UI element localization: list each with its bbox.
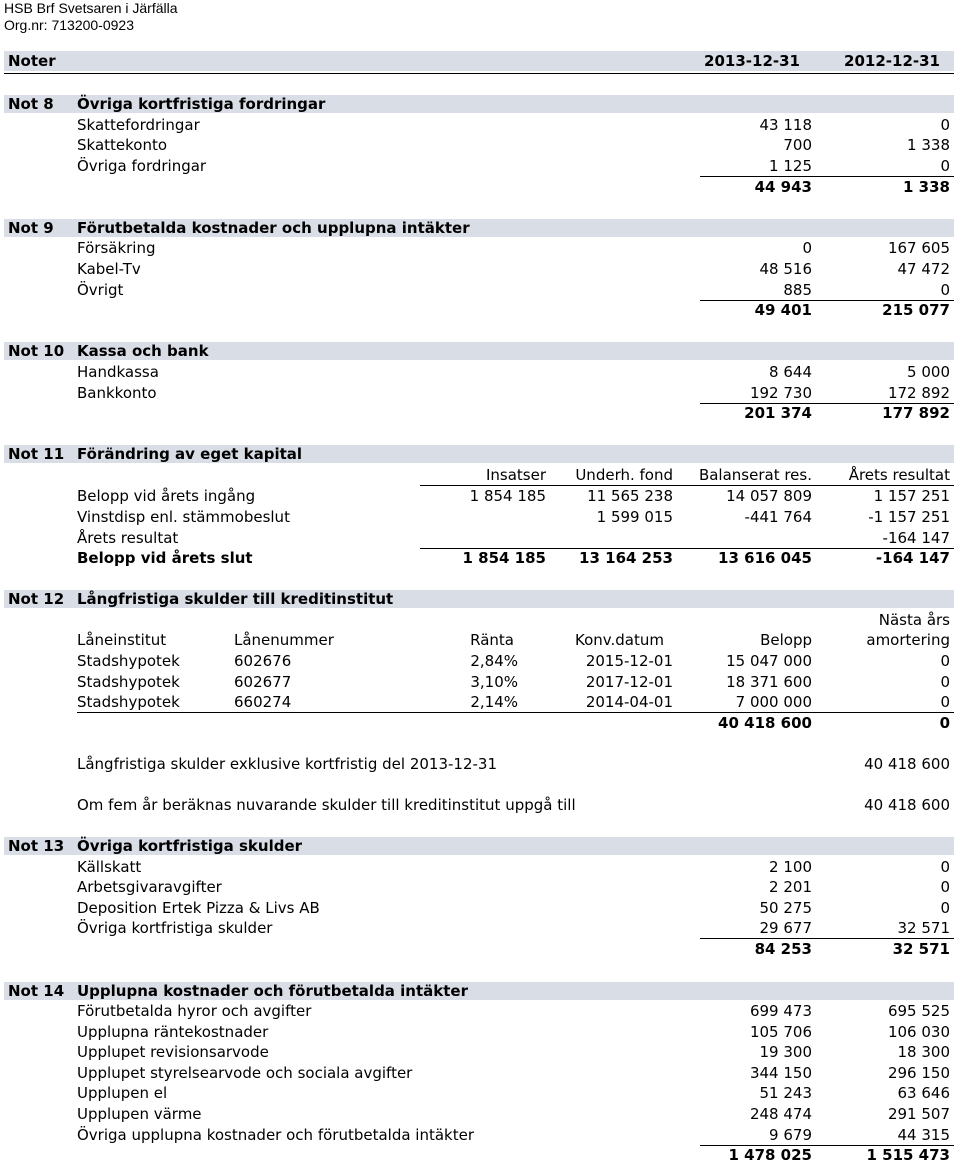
value-2013: 2 100 [769, 858, 812, 876]
value-2013: 0 [802, 239, 812, 257]
value-2013: 248 474 [749, 1105, 812, 1123]
loan-amount: 15 047 000 [726, 652, 812, 670]
total-underh-fond: 13 164 253 [579, 549, 673, 567]
table-row [0, 135, 960, 155]
value-2013: 48 516 [759, 260, 812, 278]
header-konv-datum: Konv.datum [575, 631, 664, 649]
value-2013: 699 473 [749, 1002, 812, 1020]
organization-number: Org.nr: 713200-0923 [4, 17, 134, 33]
value-2013: 9 679 [769, 1126, 812, 1144]
total-2012: 1 515 473 [866, 1146, 950, 1164]
row-label: Bankkonto [77, 384, 157, 402]
table-row [0, 486, 960, 506]
value-2012: 0 [940, 116, 950, 134]
loan-institute: Stadshypotek [77, 693, 180, 711]
header-insatser: Insatser [485, 466, 546, 484]
value-2013: 2 201 [769, 878, 812, 896]
total-2013: 84 253 [754, 940, 812, 958]
value-2012: 0 [940, 878, 950, 896]
note-14-label: Not 14 [8, 982, 65, 1000]
header-underh-fond: Underh. fond [575, 466, 673, 484]
equity-column-headers [0, 465, 960, 485]
five-year-label: Om fem år beräknas nuvarande skulder till kreditinstitut uppgå till [77, 796, 576, 814]
value-2012: 167 605 [887, 239, 950, 257]
header-balanserat-res: Balanserat res. [698, 466, 812, 484]
loan-next-amortization: 0 [940, 693, 950, 711]
loan-header-top [0, 610, 960, 630]
header-nasta-ars: Nästa års [878, 611, 950, 629]
note-13-label: Not 13 [8, 837, 65, 855]
total-2012: 177 892 [882, 404, 950, 422]
row-label: Kabel-Tv [77, 260, 141, 278]
note-11-title: Förändring av eget kapital [77, 445, 303, 463]
value-2012: 44 315 [897, 1126, 950, 1144]
note-9-heading [0, 218, 960, 238]
row-label: Övrigt [77, 281, 124, 299]
row-label: Övriga upplupna kostnader och förutbetalda intäkter [77, 1126, 475, 1144]
loan-number: 660274 [234, 693, 292, 711]
table-row [0, 918, 960, 938]
value-2013: 51 243 [759, 1084, 812, 1102]
note-10-label: Not 10 [8, 342, 65, 360]
organization-name: HSB Brf Svetsaren i Järfälla [4, 0, 178, 16]
loan-conversion-date: 2014-04-01 [585, 693, 673, 711]
value-2012: 0 [940, 858, 950, 876]
table-row [0, 651, 960, 671]
value-2013: 50 275 [759, 899, 812, 917]
table-row [0, 1001, 960, 1021]
table-row [0, 1022, 960, 1042]
header-laneinstitut: Låneinstitut [77, 631, 167, 649]
long-term-excl-label: Långfristiga skulder exklusive kortfristig del 2013-12-31 [77, 755, 497, 773]
value-arets-resultat: -1 157 251 [868, 508, 950, 526]
value-2012: 172 892 [887, 384, 950, 402]
note-14-title: Upplupna kostnader och förutbetalda intäkter [77, 982, 468, 1000]
row-label: Upplupet styrelsearvode och sociala avgifter [77, 1064, 413, 1082]
year-2012-heading: 2012-12-31 [844, 52, 940, 70]
note-13-total-row [0, 939, 960, 959]
table-row [0, 115, 960, 135]
value-2013: 43 118 [759, 116, 812, 134]
total-2013: 1 478 025 [728, 1146, 812, 1164]
total-insatser: 1 854 185 [462, 549, 546, 567]
table-row [0, 1125, 960, 1145]
total-2012: 1 338 [903, 178, 950, 196]
header-ranta: Ränta [470, 631, 514, 649]
loan-amount: 18 371 600 [726, 673, 812, 691]
table-row [0, 898, 960, 918]
loan-institute: Stadshypotek [77, 673, 180, 691]
loan-rate: 2,14% [470, 693, 518, 711]
row-label: Deposition Ertek Pizza & Livs AB [77, 899, 320, 917]
value-2013: 885 [783, 281, 812, 299]
table-row [0, 1083, 960, 1103]
header-belopp: Belopp [760, 631, 812, 649]
row-label: Upplupen värme [77, 1105, 202, 1123]
value-2013: 19 300 [759, 1043, 812, 1061]
row-label: Upplupna räntekostnader [77, 1023, 269, 1041]
value-underh-fond: 1 599 015 [596, 508, 673, 526]
total-label: Belopp vid årets slut [77, 549, 253, 567]
loan-column-headers [0, 630, 960, 650]
column-header-row [0, 51, 960, 71]
value-2012: 291 507 [887, 1105, 950, 1123]
table-row [0, 877, 960, 897]
year-2013-heading: 2013-12-31 [704, 52, 800, 70]
table-row [0, 1063, 960, 1083]
note-9-total-row [0, 300, 960, 320]
loan-amount: 7 000 000 [735, 693, 812, 711]
table-row [0, 280, 960, 300]
note-14-heading [0, 981, 960, 1001]
table-row [0, 528, 960, 548]
long-term-excl-row [0, 754, 960, 774]
note-12-total-row [0, 713, 960, 733]
row-label: Arbetsgivaravgifter [77, 878, 222, 896]
value-2012: 0 [940, 281, 950, 299]
row-label: Handkassa [77, 363, 159, 381]
value-2013: 105 706 [749, 1023, 812, 1041]
value-2012: 5 000 [907, 363, 950, 381]
value-2012: 32 571 [897, 919, 950, 937]
row-label: Övriga fordringar [77, 157, 207, 175]
loan-next-amortization: 0 [940, 673, 950, 691]
value-balanserat-res: 14 057 809 [726, 487, 812, 505]
header-arets-resultat: Årets resultat [848, 466, 950, 484]
loan-number: 602677 [234, 673, 292, 691]
note-12-title: Långfristiga skulder till kreditinstitut [77, 590, 394, 608]
value-2012: 18 300 [897, 1043, 950, 1061]
note-11-total-row [0, 548, 960, 568]
value-underh-fond: 11 565 238 [587, 487, 673, 505]
loan-number: 602676 [234, 652, 292, 670]
table-row [0, 1042, 960, 1062]
value-arets-resultat: 1 157 251 [873, 487, 950, 505]
total-balanserat-res: 13 616 045 [718, 549, 812, 567]
loan-conversion-date: 2017-12-01 [585, 673, 673, 691]
loan-rate: 3,10% [470, 673, 518, 691]
value-2013: 29 677 [759, 919, 812, 937]
five-year-row [0, 795, 960, 815]
table-row [0, 857, 960, 877]
loan-next-amortization: 0 [940, 652, 950, 670]
row-label: Upplupen el [77, 1084, 168, 1102]
note-8-heading [0, 94, 960, 114]
total-2012: 32 571 [892, 940, 950, 958]
value-2012: 63 646 [897, 1084, 950, 1102]
note-10-heading [0, 341, 960, 361]
loan-conversion-date: 2015-12-01 [585, 652, 673, 670]
value-2013: 8 644 [769, 363, 812, 381]
total-arets-resultat: -164 147 [875, 549, 950, 567]
note-10-total-row [0, 403, 960, 423]
value-arets-resultat: -164 147 [882, 529, 950, 547]
row-label: Upplupet revisionsarvode [77, 1043, 269, 1061]
row-label: Skattefordringar [77, 116, 200, 134]
row-label: Förutbetalda hyror och avgifter [77, 1002, 312, 1020]
row-label: Källskatt [77, 858, 142, 876]
row-label: Vinstdisp enl. stämmobeslut [77, 508, 290, 526]
value-2012: 0 [940, 899, 950, 917]
table-row [0, 692, 960, 712]
value-2013: 700 [783, 136, 812, 154]
header-amortering: amortering [866, 631, 950, 649]
header-lanenummer: Lånenummer [234, 631, 334, 649]
value-2012: 47 472 [897, 260, 950, 278]
table-row [0, 507, 960, 527]
total-2012: 215 077 [882, 301, 950, 319]
value-balanserat-res: -441 764 [744, 508, 812, 526]
note-8-total-row [0, 177, 960, 197]
note-10-title: Kassa och bank [77, 342, 209, 360]
table-row [0, 1104, 960, 1124]
value-2013: 344 150 [749, 1064, 812, 1082]
total-2013: 201 374 [744, 404, 812, 422]
table-row [0, 259, 960, 279]
note-12-heading [0, 589, 960, 609]
note-9-title: Förutbetalda kostnader och upplupna intäkter [77, 219, 470, 237]
value-2012: 0 [940, 157, 950, 175]
total-amount: 40 418 600 [718, 714, 812, 732]
long-term-excl-value: 40 418 600 [864, 755, 950, 773]
row-label: Skattekonto [77, 136, 168, 154]
row-label: Försäkring [77, 239, 156, 257]
total-2013: 44 943 [754, 178, 812, 196]
row-label: Årets resultat [77, 529, 179, 547]
value-insatser: 1 854 185 [469, 487, 546, 505]
header-underline [4, 73, 954, 74]
table-row [0, 156, 960, 176]
table-row [0, 383, 960, 403]
note-11-label: Not 11 [8, 445, 65, 463]
total-next-amortization: 0 [939, 714, 950, 732]
note-8-label: Not 8 [8, 95, 54, 113]
value-2013: 192 730 [749, 384, 812, 402]
table-row [0, 238, 960, 258]
note-13-title: Övriga kortfristiga skulder [77, 837, 303, 855]
note-12-label: Not 12 [8, 590, 65, 608]
value-2013: 1 125 [769, 157, 812, 175]
table-row [0, 672, 960, 692]
value-2012: 106 030 [887, 1023, 950, 1041]
row-label: Övriga kortfristiga skulder [77, 919, 273, 937]
table-row [0, 362, 960, 382]
loan-institute: Stadshypotek [77, 652, 180, 670]
notes-heading: Noter [8, 52, 56, 70]
value-2012: 296 150 [887, 1064, 950, 1082]
value-2012: 1 338 [907, 136, 950, 154]
total-2013: 49 401 [754, 301, 812, 319]
note-8-title: Övriga kortfristiga fordringar [77, 95, 326, 113]
loan-rate: 2,84% [470, 652, 518, 670]
note-9-label: Not 9 [8, 219, 54, 237]
note-13-heading [0, 836, 960, 856]
note-14-total-row [0, 1145, 960, 1165]
value-2012: 695 525 [887, 1002, 950, 1020]
five-year-value: 40 418 600 [864, 796, 950, 814]
row-label: Belopp vid årets ingång [77, 487, 256, 505]
note-11-heading [0, 444, 960, 464]
